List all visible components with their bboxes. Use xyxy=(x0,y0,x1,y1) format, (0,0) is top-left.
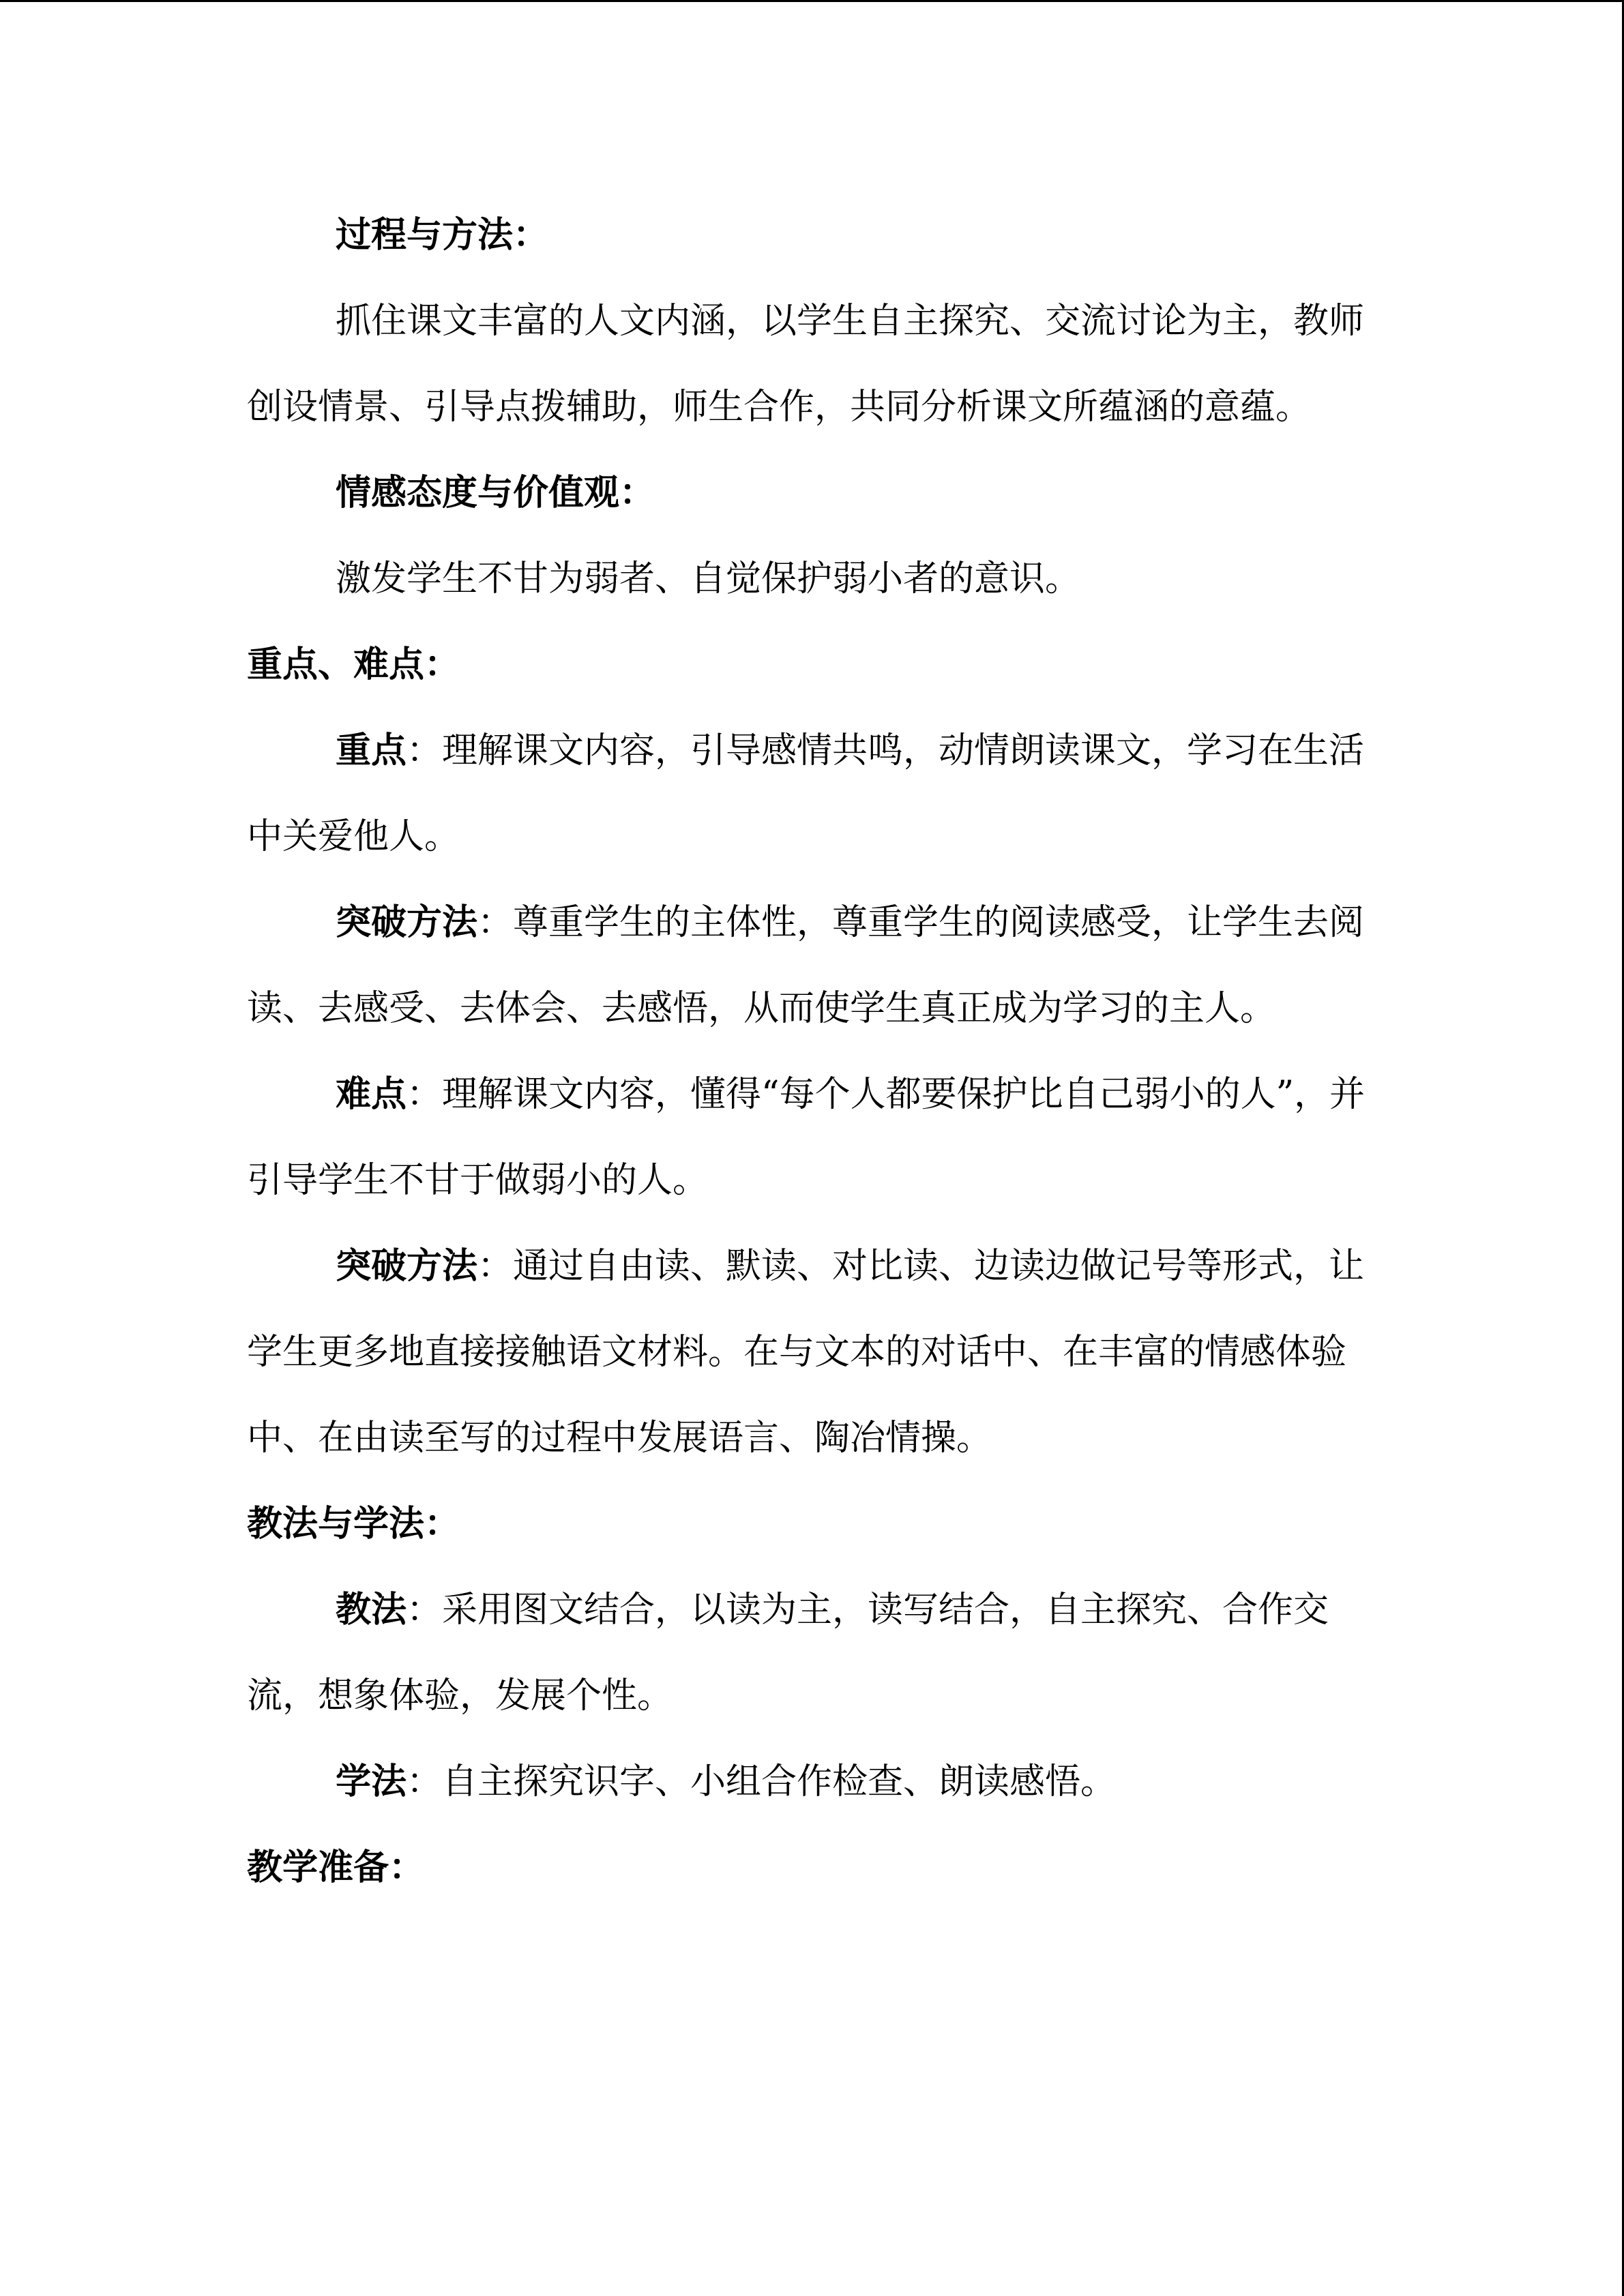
page-border-top xyxy=(0,0,1624,2)
text-breakthrough-2: ：通过自由读、默读、对比读、边读边做记号等形式，让学生更多地直接接触语文材料。在与文本的对话中、在丰富的情感体验中、在由读至写的过程中发展语言、陶冶情操。 xyxy=(247,1246,1365,1459)
heading-process-method: 过程与方法： xyxy=(336,214,549,256)
label-breakthrough-2: 突破方法 xyxy=(336,1245,478,1287)
heading-key-difficult: 重点、难点： xyxy=(247,644,460,685)
document-body xyxy=(247,192,1365,1911)
paragraph-process-method: 抓住课文丰富的人文内涵，以学生自主探究、交流讨论为主，教师创设情景、引导点拨辅助，师生合作，共同分析课文所蕴涵的意蕴。 xyxy=(247,301,1365,428)
paragraph-breakthrough-1 xyxy=(247,880,1365,1052)
label-key-point: 重点 xyxy=(336,730,407,771)
label-difficult-point: 难点 xyxy=(336,1073,407,1115)
label-learning-method: 学法 xyxy=(336,1761,407,1802)
heading-emotion-values: 情感态度与价值观： xyxy=(336,472,655,513)
label-teaching-method: 教法 xyxy=(336,1589,407,1630)
paragraph-teaching-method xyxy=(247,1567,1365,1739)
paragraph-learning-method xyxy=(247,1739,1365,1825)
heading-teaching-learning: 教法与学法： xyxy=(247,1503,460,1545)
paragraph-difficult-point xyxy=(247,1052,1365,1223)
text-breakthrough-1: ：尊重学生的主体性，尊重学生的阅读感受，让学生去阅读、去感受、去体会、去感悟，从而使学生真正成为学习的主人。 xyxy=(247,902,1365,1029)
text-learning-method: ：自主探究识字、小组合作检查、朗读感悟。 xyxy=(407,1761,1117,1802)
heading-preparation: 教学准备： xyxy=(247,1847,425,1888)
paragraph-key-point xyxy=(247,708,1365,880)
text-teaching-method: ：采用图文结合，以读为主，读写结合，自主探究、合作交流，想象体验，发展个性。 xyxy=(247,1590,1329,1716)
paragraph-breakthrough-2 xyxy=(247,1223,1365,1481)
label-breakthrough-1: 突破方法 xyxy=(336,901,478,943)
paragraph-emotion-values: 激发学生不甘为弱者、自觉保护弱小者的意识。 xyxy=(336,558,1081,599)
text-key-point: ：理解课文内容，引导感情共鸣，动情朗读课文，学习在生活中关爱他人。 xyxy=(247,730,1365,857)
text-difficult-point: ：理解课文内容，懂得“每个人都要保护比自己弱小的人”，并引导学生不甘于做弱小的人。 xyxy=(247,1074,1365,1201)
